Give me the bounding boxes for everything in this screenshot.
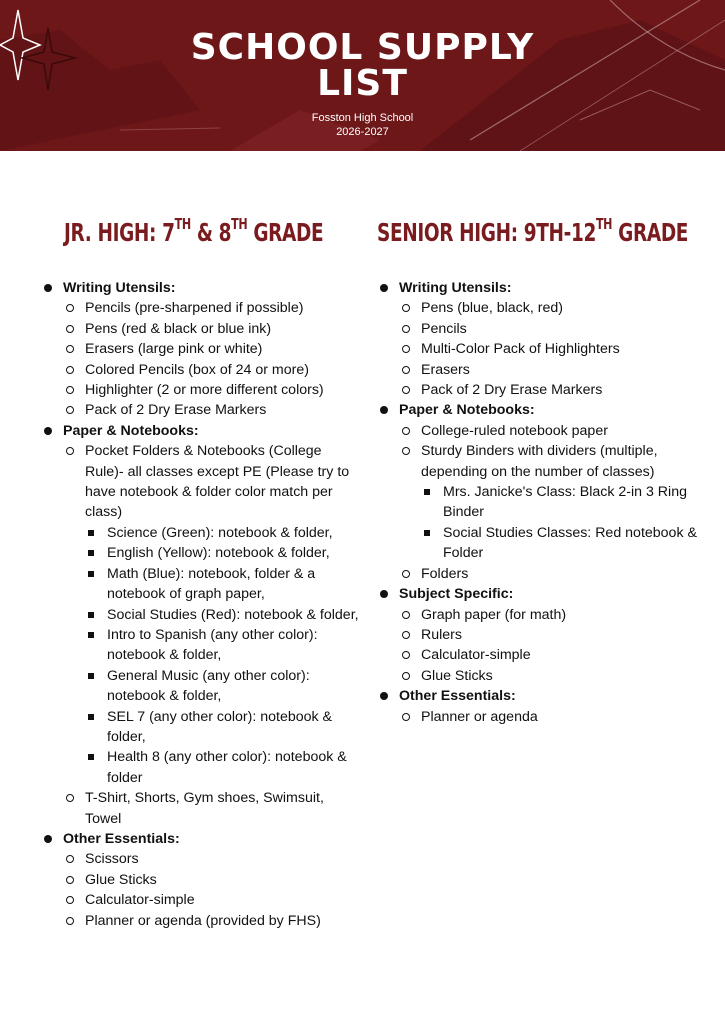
header-banner <box>0 0 725 151</box>
page-title-line2: LIST <box>317 63 408 104</box>
list-item: Calculator-simple <box>399 645 698 665</box>
category-label: Subject Specific: <box>399 586 514 603</box>
list-item <box>399 441 698 563</box>
school-year: 2026-2027 <box>336 126 389 138</box>
list-item: Highlighter (2 or more different colors) <box>63 380 360 400</box>
category-label: Writing Utensils: <box>399 280 512 296</box>
list-item: Graph paper (for math) <box>399 605 698 625</box>
list-item: Glue Sticks <box>399 666 698 686</box>
list-item: Scissors <box>63 849 360 869</box>
list-item: Calculator-simple <box>63 890 360 910</box>
page-title-line1: SCHOOL SUPPLY <box>190 27 535 68</box>
category-item <box>376 686 698 727</box>
list-item: Folders <box>399 564 698 584</box>
list-item: Planner or agenda (provided by FHS) <box>63 911 360 931</box>
list-item: Multi-Color Pack of Highlighters <box>399 339 698 359</box>
list-item: Pens (red & black or blue ink) <box>63 319 360 339</box>
category-label: Other Essentials: <box>63 830 180 847</box>
category-label: Other Essentials: <box>399 688 516 705</box>
list-item: Erasers <box>399 360 698 380</box>
sub-list-item: Social Studies (Red): notebook & folder, <box>85 605 360 625</box>
category-label: Paper & Notebooks: <box>63 422 199 439</box>
category-item <box>40 829 360 931</box>
list-item: Erasers (large pink or white) <box>63 339 360 359</box>
jr-high-heading: JR. HIGH: 7TH & 8TH GRADE <box>64 215 324 247</box>
sub-list-item: Science (Green): notebook & folder, <box>85 523 360 543</box>
senior-high-list <box>376 278 698 727</box>
list-item: Pencils <box>399 319 698 339</box>
senior-high-heading: SENIOR HIGH: 9TH-12TH GRADE <box>377 215 689 247</box>
sub-list-item: SEL 7 (any other color): notebook & folder, <box>85 707 360 748</box>
list-item: Pens (blue, black, red) <box>399 298 698 318</box>
sub-list-item: Social Studies Classes: Red notebook & Folder <box>421 523 698 564</box>
list-item: Rulers <box>399 625 698 645</box>
school-name: Fosston High School <box>311 112 414 124</box>
list-item: Pencils (pre-sharpened if possible) <box>63 298 360 318</box>
category-item <box>40 278 360 421</box>
category-label: Paper & Notebooks: <box>399 402 535 419</box>
jr-high-list <box>40 278 360 931</box>
list-item: Colored Pencils (box of 24 or more) <box>63 360 360 380</box>
list-item: Pack of 2 Dry Erase Markers <box>399 380 698 400</box>
category-label: Writing Utensils: <box>63 280 176 296</box>
list-item-text: Pocket Folders & Notebooks (College Rule)- all classes except PE (Please try to have notebook & folder color match per class) <box>85 443 350 521</box>
list-item: Planner or agenda <box>399 707 698 727</box>
list-item-text: Sturdy Binders with dividers (multiple, depending on the number of classes) <box>421 443 658 480</box>
list-item <box>63 441 360 788</box>
category-item <box>376 400 698 584</box>
sub-list-item: English (Yellow): notebook & folder, <box>85 543 360 563</box>
sub-list-item: Math (Blue): notebook, folder & a notebook of graph paper, <box>85 564 360 605</box>
category-item <box>40 421 360 829</box>
sub-list-item: Mrs. Janicke's Class: Black 2-in 3 Ring Binder <box>421 482 698 523</box>
list-item: College-ruled notebook paper <box>399 421 698 441</box>
sub-list-item: Intro to Spanish (any other color): notebook & folder, <box>85 625 360 666</box>
sub-list-item: General Music (any other color): notebook & folder, <box>85 666 360 707</box>
list-item: Glue Sticks <box>63 870 360 890</box>
category-item <box>376 584 698 686</box>
list-item: Pack of 2 Dry Erase Markers <box>63 400 360 420</box>
sub-list-item: Health 8 (any other color): notebook & folder <box>85 747 360 788</box>
category-item <box>376 278 698 400</box>
list-item: T-Shirt, Shorts, Gym shoes, Swimsuit, Towel <box>63 788 360 829</box>
